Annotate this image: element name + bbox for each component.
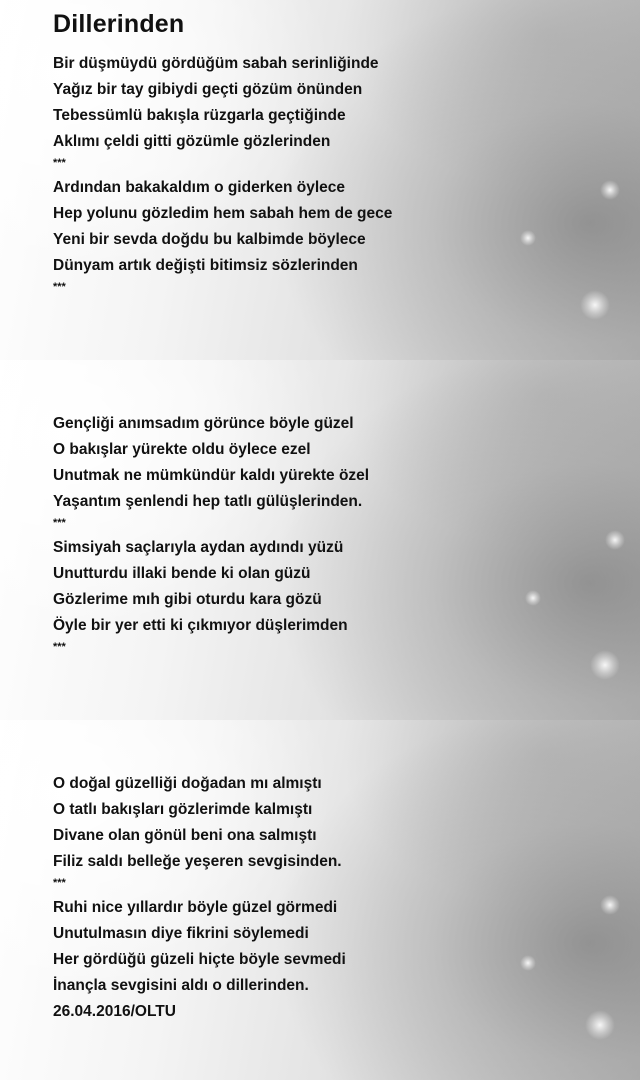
sparkle-decoration xyxy=(580,290,610,320)
poem-line: Yeni bir sevda doğdu bu kalbimde böylece xyxy=(53,231,366,248)
poem-line: Yaşantım şenlendi hep tatlı gülüşlerinden. xyxy=(53,493,363,510)
stanza-separator: *** xyxy=(53,641,66,653)
poem-line: Ruhi nice yıllardır böyle güzel görmedi xyxy=(53,899,338,916)
poem-line: Gözlerime mıh gibi oturdu kara gözü xyxy=(53,591,322,608)
sparkle-decoration xyxy=(600,180,620,200)
stanza xyxy=(53,411,369,659)
stanza-separator: *** xyxy=(53,157,66,169)
poem-panel-3 xyxy=(0,720,640,1080)
poem-line: O bakışlar yürekte oldu öylece ezel xyxy=(53,441,311,458)
sparkle-decoration xyxy=(520,230,536,246)
poem-title: Dillerinden xyxy=(53,10,185,38)
poem-line: Tebessümlü bakışla rüzgarla geçtiğinde xyxy=(53,107,346,124)
sparkle-decoration xyxy=(605,530,625,550)
poem-line: Aklımı çeldi gitti gözümle gözlerinden xyxy=(53,133,331,150)
stanza-separator: *** xyxy=(53,281,66,293)
sparkle-decoration xyxy=(525,590,541,606)
poem-line: Her gördüğü güzeli hiçte böyle sevmedi xyxy=(53,951,346,968)
poem-line: İnançla sevgisini aldı o dillerinden. xyxy=(53,977,309,994)
poem-line: Hep yolunu gözledim hem sabah hem de gece xyxy=(53,205,393,222)
poem-line: Divane olan gönül beni ona salmıştı xyxy=(53,827,317,844)
poem-panel-1 xyxy=(0,0,640,360)
poem-line: O doğal güzelliği doğadan mı almıştı xyxy=(53,775,322,792)
sparkle-decoration xyxy=(590,650,620,680)
poem-signature: 26.04.2016/OLTU xyxy=(53,1003,176,1020)
poem-line: Unutturdu illaki bende ki olan güzü xyxy=(53,565,311,582)
stanza-separator: *** xyxy=(53,877,66,889)
poem-line: Filiz saldı belleğe yeşeren sevgisinden. xyxy=(53,853,342,870)
poem-line: Bir düşmüydü gördüğüm sabah serinliğinde xyxy=(53,55,379,72)
poem-line: Unutulmasın diye fikrini söylemedi xyxy=(53,925,309,942)
sparkle-decoration xyxy=(600,895,620,915)
poem-line: O tatlı bakışları gözlerimde kalmıştı xyxy=(53,801,313,818)
sparkle-decoration xyxy=(520,955,536,971)
stanza xyxy=(53,51,392,299)
poem-line: Öyle bir yer etti ki çıkmıyor düşlerimden xyxy=(53,617,348,634)
poem-line: Gençliği anımsadım görünce böyle güzel xyxy=(53,415,354,432)
poem-line: Dünyam artık değişti bitimsiz sözlerinden xyxy=(53,257,358,274)
stanza-separator: *** xyxy=(53,517,66,529)
poem-line: Yağız bir tay gibiydi geçti gözüm önünden xyxy=(53,81,363,98)
sparkle-decoration xyxy=(585,1010,615,1040)
stanza xyxy=(53,771,346,1025)
poem-line: Simsiyah saçlarıyla aydan aydındı yüzü xyxy=(53,539,344,556)
poem-line: Ardından bakakaldım o giderken öylece xyxy=(53,179,346,196)
poem-panel-2 xyxy=(0,360,640,720)
poem-line: Unutmak ne mümkündür kaldı yürekte özel xyxy=(53,467,370,484)
